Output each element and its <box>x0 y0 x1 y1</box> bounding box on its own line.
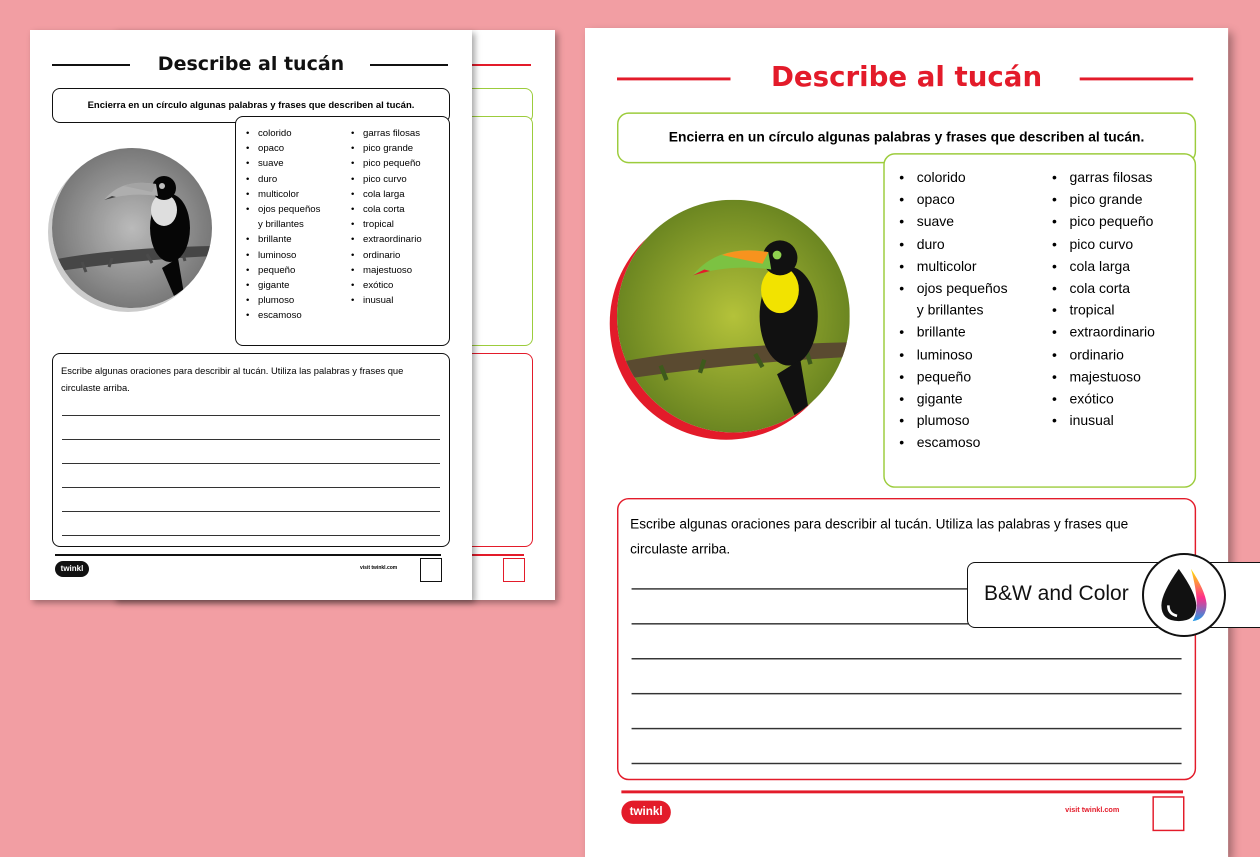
word-list-item: • cola corta <box>1052 278 1155 300</box>
word-list-item: • extraordinario <box>1052 323 1155 345</box>
word-list-box <box>235 116 450 346</box>
instruction-text: Encierra en un círculo algunas palabras y frases que describen al tucán. <box>668 129 1145 146</box>
word-list-item: • tropical <box>351 217 422 232</box>
quality-stamp-icon <box>1152 796 1184 831</box>
writing-line <box>62 511 440 512</box>
ink-drops-icon <box>1142 553 1226 637</box>
word-list-item: y brillantes <box>258 219 304 231</box>
writing-line <box>62 439 440 440</box>
word-list-column-1 <box>899 168 1007 456</box>
word-list-item: • pequeño <box>246 263 320 278</box>
word-list-item: • escamoso <box>899 433 1007 455</box>
writing-line <box>632 693 1182 694</box>
word-list-item: • cola larga <box>1052 256 1155 278</box>
word-list-item: • brillante <box>899 323 1007 345</box>
word-list-item: • opaco <box>899 190 1007 212</box>
word-list-item: • pequeño <box>899 367 1007 389</box>
writing-box <box>617 498 1196 780</box>
word-list-item: • inusual <box>1052 411 1155 433</box>
word-list-column-1 <box>246 126 320 324</box>
worksheet-title: Describe al tucán <box>157 53 345 75</box>
quality-stamp-icon <box>503 558 525 582</box>
footer-visit-text: visit twinkl.com <box>1065 806 1120 816</box>
word-list-item: • luminoso <box>899 345 1007 367</box>
writing-line <box>62 535 440 536</box>
word-list-item: • suave <box>899 212 1007 234</box>
footer-rule <box>55 554 441 556</box>
word-list-item: • escamoso <box>246 308 320 323</box>
word-list-item: • gigante <box>899 389 1007 411</box>
word-list-item: • exótico <box>351 278 422 293</box>
word-list-item: • plumoso <box>246 293 320 308</box>
word-list-box <box>883 153 1196 488</box>
word-list-item: • brillante <box>246 232 320 247</box>
writing-prompt: Escribe algunas oraciones para describir al tucán. Utiliza las palabras y frases que circulaste arriba. <box>61 365 404 393</box>
word-list-item: • cola larga <box>351 187 422 202</box>
word-list-item: • ordinario <box>351 248 422 263</box>
word-list-item: • pico curvo <box>351 172 422 187</box>
twinkl-logo: twinkl <box>55 561 89 577</box>
twinkl-logo: twinkl <box>621 801 670 824</box>
writing-box <box>52 353 450 547</box>
word-list-item: • suave <box>246 156 320 171</box>
writing-line <box>62 463 440 464</box>
writing-prompt: Escribe algunas oraciones para describir al tucán. Utiliza las palabras y frases que circulaste arriba. <box>630 515 1129 557</box>
quality-stamp-icon <box>420 558 442 582</box>
word-list-item: • opaco <box>246 141 320 156</box>
word-list-item: • tropical <box>1052 300 1155 322</box>
instruction-text: Encierra en un círculo algunas palabras y frases que describen al tucán. <box>87 100 415 111</box>
writing-line <box>632 658 1182 659</box>
word-list-item: • luminoso <box>246 248 320 263</box>
word-list-item: • colorido <box>899 168 1007 190</box>
toucan-photo <box>617 200 850 433</box>
writing-line <box>632 728 1182 729</box>
word-list-item: • pico grande <box>351 141 422 156</box>
writing-line <box>62 415 440 416</box>
footer-visit-text: visit twinkl.com <box>360 565 398 571</box>
word-list-item: • exótico <box>1052 389 1155 411</box>
word-list-item: • pico grande <box>1052 190 1155 212</box>
word-list-item: • duro <box>246 172 320 187</box>
word-list-item: • inusual <box>351 293 422 308</box>
writing-line <box>62 487 440 488</box>
word-list-item: • ordinario <box>1052 345 1155 367</box>
word-list-item: • plumoso <box>899 411 1007 433</box>
word-list-item: • multicolor <box>246 187 320 202</box>
toucan-photo <box>52 148 212 308</box>
word-list-item: • majestuoso <box>1052 367 1155 389</box>
word-list-item: • gigante <box>246 278 320 293</box>
word-list-item: • pico curvo <box>1052 234 1155 256</box>
word-list-item: • ojos pequeños <box>899 278 1007 300</box>
badge-label: B&W and Color <box>984 582 1129 605</box>
writing-line <box>632 763 1182 764</box>
worksheet-title: Describe al tucán <box>770 61 1043 94</box>
word-list-item: • pico pequeño <box>1052 212 1155 234</box>
footer-rule <box>621 790 1183 792</box>
word-list-item: • duro <box>899 234 1007 256</box>
worksheet-color <box>585 28 1228 857</box>
word-list-item: • cola corta <box>351 202 422 217</box>
word-list-item: • garras filosas <box>351 126 422 141</box>
worksheet-bw <box>30 30 472 600</box>
word-list-column-2 <box>351 126 422 308</box>
word-list-item: • colorido <box>246 126 320 141</box>
word-list-item: • pico pequeño <box>351 156 422 171</box>
word-list-item: • extraordinario <box>351 232 422 247</box>
word-list-item: • ojos pequeños <box>246 202 320 217</box>
word-list-item: • garras filosas <box>1052 168 1155 190</box>
word-list-item: • majestuoso <box>351 263 422 278</box>
word-list-item: • multicolor <box>899 256 1007 278</box>
word-list-column-2 <box>1052 168 1155 433</box>
word-list-item: y brillantes <box>916 303 984 320</box>
